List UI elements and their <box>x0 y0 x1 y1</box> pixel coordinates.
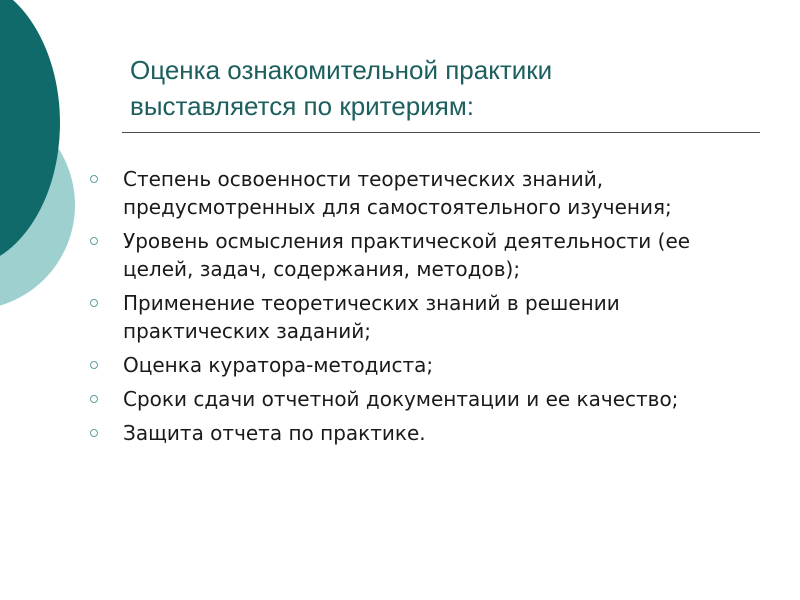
list-item-text: Степень освоенности теоретических знаний, предусмотренных для самостоятельного изучения; <box>123 167 672 219</box>
list-item <box>90 227 760 283</box>
list-item-text: Применение теоретических знаний в решении практических заданий; <box>123 291 620 343</box>
hollow-circle-icon <box>90 175 98 183</box>
list-item-text: Защита отчета по практике. <box>123 421 426 445</box>
slide-title-line-2: выставляется по критериям: <box>130 91 474 121</box>
list-item-text: Оценка куратора-методиста; <box>123 353 434 377</box>
hollow-circle-icon <box>90 237 98 245</box>
title-divider <box>122 132 760 133</box>
hollow-circle-icon <box>90 361 98 369</box>
hollow-circle-icon <box>90 395 98 403</box>
list-item <box>90 385 760 413</box>
list-item <box>90 419 760 447</box>
list-item <box>90 289 760 345</box>
list-item-text: Уровень осмысления практической деятельности (ее целей, задач, содержания, методов); <box>123 229 691 281</box>
list-item-text: Сроки сдачи отчетной документации и ее качество; <box>123 387 679 411</box>
slide-title <box>130 52 750 124</box>
hollow-circle-icon <box>90 429 98 437</box>
slide-title-line-1: Оценка ознакомительной практики <box>130 55 553 85</box>
list-item <box>90 351 760 379</box>
criteria-list <box>90 165 760 453</box>
hollow-circle-icon <box>90 299 98 307</box>
list-item <box>90 165 760 221</box>
